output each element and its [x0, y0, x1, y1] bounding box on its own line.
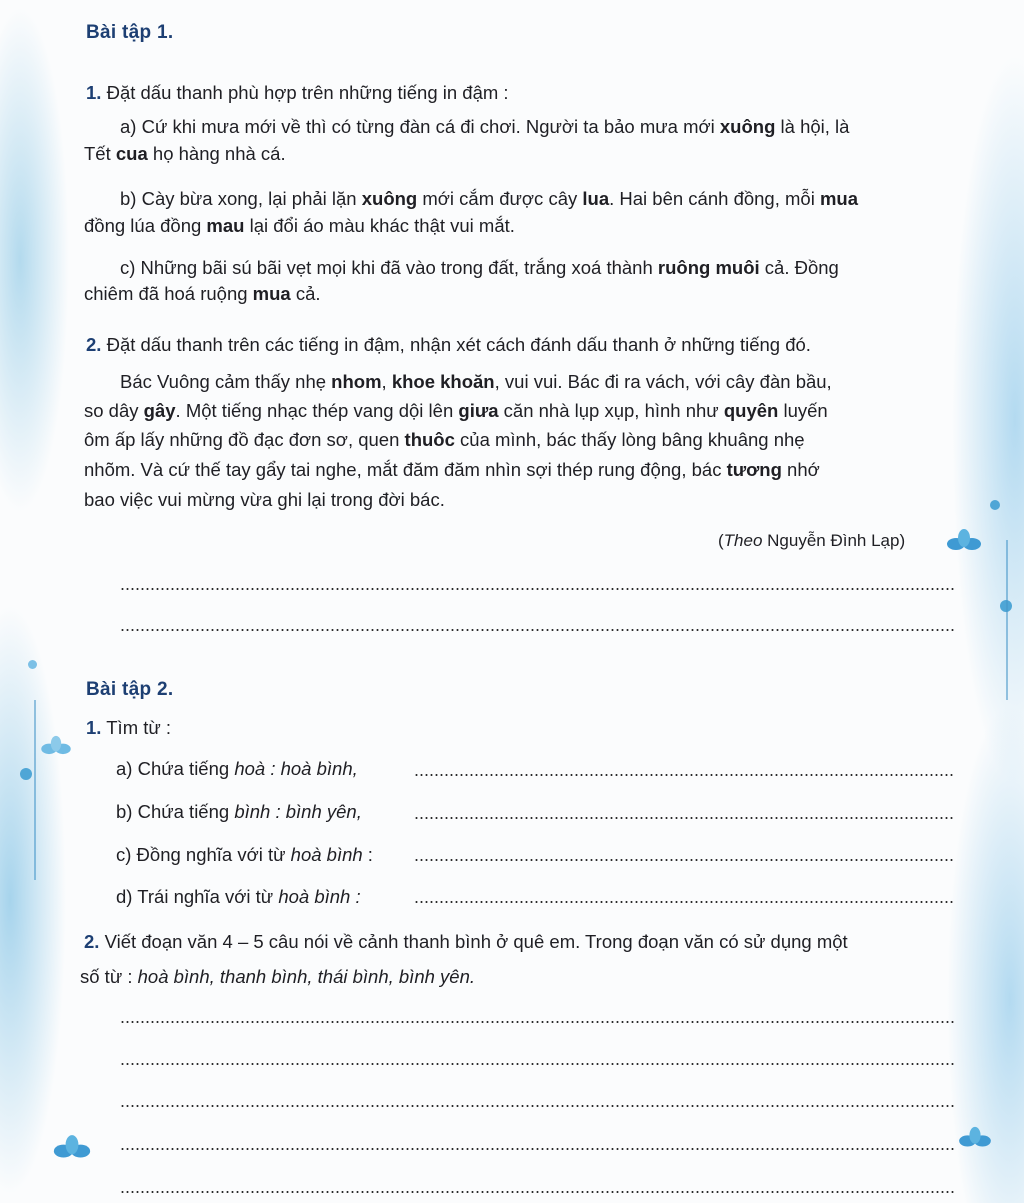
- passage-line-2: so dây gây. Một tiếng nhạc thép vang dội lên giưa căn nhà lụp xụp, hình như quyên luyến: [84, 400, 828, 421]
- item-c-line-2: chiêm đã hoá ruộng mua cả.: [84, 283, 321, 304]
- question-1-prompt: [86, 84, 509, 103]
- leaf-dot-icon: [28, 660, 37, 669]
- flower-icon: [956, 1126, 994, 1154]
- question-text: Tìm từ :: [106, 717, 172, 738]
- passage-line-3: ôm ấp lấy những đồ đạc đơn sơ, quen thuôc của mình, bác thấy lòng bâng khuâng nhẹ: [84, 429, 805, 450]
- question-1-prompt: [86, 719, 171, 738]
- answer-line[interactable]: [120, 1063, 954, 1065]
- item-a-line-2: Tết cua họ hàng nhà cá.: [84, 143, 286, 164]
- question-2-prompt: [86, 336, 811, 355]
- answer-line[interactable]: [120, 629, 954, 631]
- answer-line[interactable]: [120, 1148, 954, 1150]
- question-2-prompt-line-2: số từ : hoà bình, thanh bình, thái bình, bình yên.: [80, 966, 476, 987]
- find-word-b: b) Chứa tiếng bình : bình yên,: [116, 801, 362, 822]
- flower-icon: [38, 735, 74, 761]
- question-2-prompt: [84, 933, 848, 952]
- answer-line[interactable]: [120, 588, 954, 590]
- passage-line-1: Bác Vuông cảm thấy nhẹ nhom, khoe khoăn, vui vui. Bác đi ra vách, với cây đàn bầu,: [120, 371, 832, 392]
- find-word-c: c) Đồng nghĩa với từ hoà bình :: [116, 844, 373, 865]
- find-word-a: a) Chứa tiếng hoà : hoà bình,: [116, 758, 358, 779]
- flower-icon: [944, 528, 984, 558]
- exercise-1-heading: Bài tập 1.: [86, 22, 174, 43]
- passage-line-5: bao việc vui mừng vừa ghi lại trong đời bác.: [84, 489, 445, 510]
- stem-decoration: [34, 700, 36, 880]
- question-number: 1.: [86, 717, 102, 738]
- answer-line[interactable]: [120, 1021, 954, 1023]
- item-c-line-1: c) Những bãi sú bãi vẹt mọi khi đã vào trong đất, trắng xoá thành ruông muôi cả. Đồng: [120, 257, 839, 278]
- answer-line[interactable]: [414, 817, 954, 819]
- exercise-2-heading: Bài tập 2.: [86, 679, 174, 700]
- answer-line[interactable]: [120, 1105, 954, 1107]
- question-number: 2.: [86, 334, 102, 355]
- find-word-d: d) Trái nghĩa với từ hoà bình :: [116, 886, 361, 907]
- question-text: Đặt dấu thanh trên các tiếng in đậm, nhận xét cách đánh dấu thanh ở những tiếng đó.: [106, 334, 811, 355]
- item-b-line-2: đồng lúa đồng mau lại đổi áo màu khác thật vui mắt.: [84, 215, 515, 236]
- question-number: 2.: [84, 931, 100, 952]
- item-a-line-1: a) Cứ khi mưa mới về thì có từng đàn cá đi chơi. Người ta bảo mưa mới xuông là hội, là: [120, 116, 850, 137]
- question-number: 1.: [86, 82, 102, 103]
- stem-decoration: [1006, 540, 1008, 700]
- leaf-dot-icon: [20, 768, 32, 780]
- passage-line-4: nhõm. Và cứ thế tay gẩy tai nghe, mắt đăm đăm nhìn sợi thép rung động, bác tương nhớ: [84, 459, 820, 480]
- question-text: Đặt dấu thanh phù hợp trên những tiếng in đậm :: [106, 82, 509, 103]
- flower-icon: [50, 1134, 94, 1166]
- answer-line[interactable]: [414, 859, 954, 861]
- passage-source: (Theo Nguyễn Đình Lạp): [718, 531, 906, 550]
- answer-line[interactable]: [414, 774, 954, 776]
- question-text: Viết đoạn văn 4 – 5 câu nói về cảnh thanh bình ở quê em. Trong đoạn văn có sử dụng một: [104, 931, 848, 952]
- answer-line[interactable]: [414, 901, 954, 903]
- leaf-dot-icon: [990, 500, 1000, 510]
- item-b-line-1: b) Cày bừa xong, lại phải lặn xuông mới cắm được cây lua. Hai bên cánh đồng, mỗi mua: [120, 188, 858, 209]
- answer-line[interactable]: [120, 1191, 954, 1193]
